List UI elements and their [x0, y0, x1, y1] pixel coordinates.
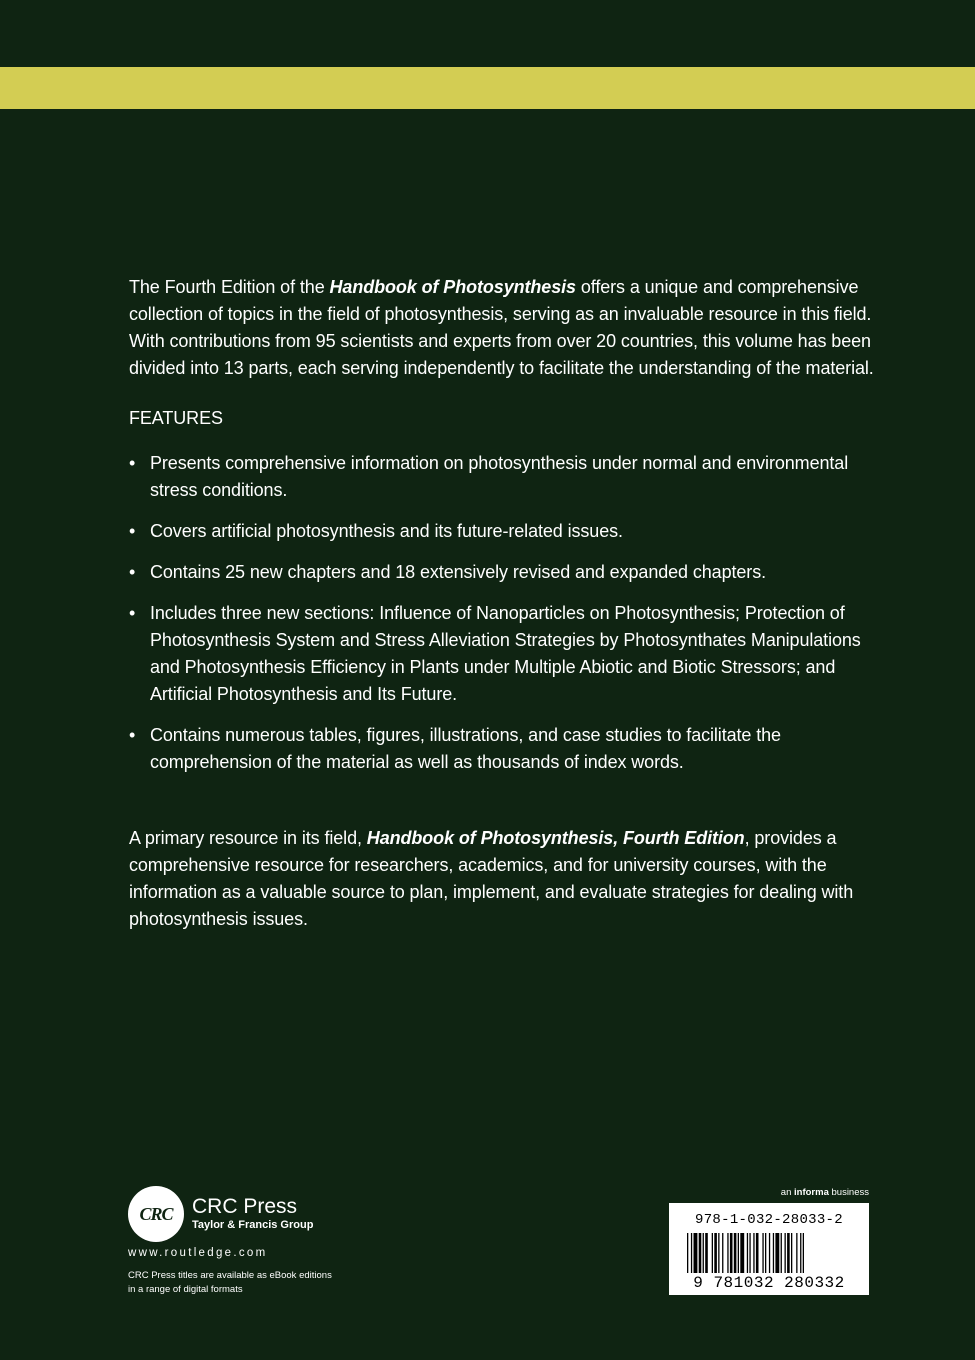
barcode-bar [765, 1233, 766, 1273]
barcode-bar [800, 1233, 801, 1273]
feature-item [129, 600, 889, 708]
barcode-bar [691, 1233, 692, 1273]
isbn-number: 978-1-032-28033-2 [695, 1212, 843, 1228]
closing-book-title: Handbook of Photosynthesis, Fourth Edition [366, 828, 745, 848]
press-group: Taylor & Francis Group [192, 1219, 314, 1231]
barcode [669, 1203, 869, 1295]
feature-text: Covers artificial photosynthesis and its future-related issues. [150, 521, 623, 541]
closing-pre: A primary resource in its field, [129, 828, 367, 848]
barcode-bar [705, 1233, 708, 1273]
barcode-bar [714, 1233, 717, 1273]
barcode-bar [769, 1233, 770, 1273]
features-heading: FEATURES [129, 408, 223, 428]
intro-pre: The Fourth Edition of the [129, 277, 330, 297]
feature-text: Contains numerous tables, figures, illustrations, and case studies to facilitate the comprehension of the material as well as thousands of index words. [150, 725, 781, 772]
barcode-bar [734, 1233, 737, 1273]
top-color-band [0, 67, 975, 109]
barcode-bar [781, 1233, 782, 1273]
barcode-bar [694, 1233, 698, 1273]
press-name-block [192, 1196, 313, 1232]
barcode-bar [749, 1233, 750, 1273]
intro-book-title: Handbook of Photosynthesis [329, 277, 576, 297]
website-link[interactable]: www.routledge.com [128, 1247, 268, 1259]
barcode-bar [699, 1233, 702, 1273]
bullet-icon: • [129, 521, 136, 541]
barcode-bar [796, 1233, 797, 1273]
barcode-bar [722, 1233, 723, 1273]
barcode-bar [753, 1233, 754, 1273]
crc-logo-icon: CRC [128, 1186, 184, 1242]
barcode-bar [773, 1233, 774, 1273]
barcode-bar [730, 1233, 733, 1273]
barcode-bar [703, 1233, 704, 1273]
bullet-icon: • [129, 453, 136, 473]
barcode-bar [791, 1233, 792, 1273]
feature-text: Contains 25 new chapters and 18 extensively revised and expanded chapters. [150, 562, 767, 582]
barcode-bar [787, 1233, 790, 1273]
barcode-bar [727, 1233, 728, 1273]
intro-post: offers a unique and comprehensive collection of topics in the field of photosynthesis, serving as an invaluable resource in this field. With contributions from 95 scientists and experts from over 20 countries, this volume has been divided into 13 parts, each serving independently to facilitate the understanding of the material. [129, 277, 874, 378]
feature-item [129, 518, 889, 545]
publisher-logo [128, 1186, 388, 1242]
barcode-bar [775, 1233, 779, 1273]
feature-item [129, 722, 889, 776]
barcode-bar [756, 1233, 759, 1273]
barcode-bar [762, 1233, 763, 1273]
feature-item [129, 450, 889, 504]
press-name: CRC Press [192, 1195, 298, 1218]
ebook-note [128, 1269, 388, 1297]
ean-number: 9 781032 280332 [693, 1274, 845, 1292]
closing-paragraph [129, 825, 889, 933]
back-cover-text [129, 274, 889, 933]
barcode-bar [738, 1233, 739, 1273]
barcode-bar [687, 1233, 688, 1273]
ebook-note-line: CRC Press titles are available as eBook editions [128, 1270, 332, 1281]
features-list [129, 450, 889, 776]
barcode-bar [747, 1233, 748, 1273]
intro-paragraph [129, 274, 889, 382]
publisher-block [128, 1186, 388, 1297]
barcode-bars [687, 1233, 853, 1273]
barcode-bar [712, 1233, 713, 1273]
barcode-area [669, 1186, 869, 1295]
barcode-bar [803, 1233, 804, 1273]
bullet-icon: • [129, 725, 136, 745]
barcode-bar [740, 1233, 744, 1273]
bullet-icon: • [129, 562, 136, 582]
feature-item [129, 559, 889, 586]
bullet-icon: • [129, 603, 136, 623]
informa-tagline: an informa business [780, 1187, 869, 1198]
barcode-bar [718, 1233, 719, 1273]
closing-post: , provides a comprehensive resource for researchers, academics, and for university courses, with the information as a valuable source to plan, implement, and evaluate strategies for dealing with photosynthesis issues. [129, 828, 854, 929]
ebook-note-line: in a range of digital formats [128, 1284, 243, 1295]
feature-text: Presents comprehensive information on photosynthesis under normal and environmental stress conditions. [150, 453, 849, 500]
feature-text: Includes three new sections: Influence of Nanoparticles on Photosynthesis; Protection of Photosynthesis System and Stress Alleviation Strategies by Photosynthates Manipulations and Photosynthesis Efficiency in Plants under Multiple Abiotic and Biotic Stressors; and Artificial Photosynthesis and Its Future. [150, 603, 861, 704]
barcode-bar [785, 1233, 786, 1273]
